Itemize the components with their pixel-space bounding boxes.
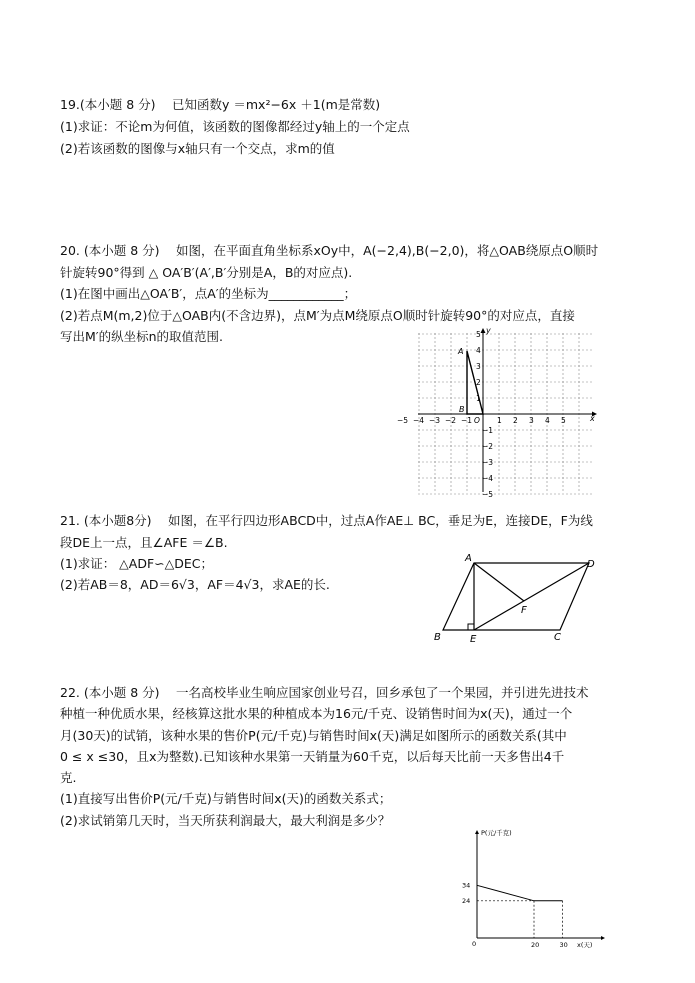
- q20-line1: 20. (本小题 8 分) 如图，在平面直角坐标系xOy中，A(−2,4),B(−2,0)，将△OAB绕原点O顺时: [60, 243, 599, 258]
- q22-x-axis-label: x(天): [577, 941, 593, 949]
- q21-line1: 21. (本小题8分) 如图，在平行四边形ABCD中，过点A作AE⊥ BC，垂足为E，连接DE，F为线: [60, 513, 593, 528]
- q20-x-tick-label: 1: [497, 416, 502, 425]
- q22-y-tick-label: 24: [462, 896, 471, 905]
- q20-y-tick-label: 4: [476, 346, 481, 355]
- q20-line5: 写出M′的纵坐标n的取值范围.: [60, 329, 224, 344]
- q20-y-tick-label: −1: [482, 426, 494, 435]
- q20-x-tick-label: 4: [545, 416, 550, 425]
- q20-x-tick-label: −5: [397, 416, 409, 425]
- q22-line1: 22. (本小题 8 分) 一名高校毕业生响应国家创业号召，回乡承包了一个果园，并引进先进技术: [60, 685, 589, 700]
- q22-y-tick-label: 34: [462, 881, 471, 890]
- q20-x-tick-label: −4: [413, 416, 425, 425]
- q22-price-line: [477, 885, 563, 901]
- q22-line3: 月(30天)的试销，该种水果的售价P(元/千克)与销售时间x(天)满足如图所示的函数关系(其中: [60, 728, 567, 743]
- q22-origin-label: 0: [472, 940, 477, 948]
- q20-x-tick-label: −3: [429, 416, 441, 425]
- q20-x-tick-label: O: [474, 416, 480, 425]
- q21-parallelogram-figure: [430, 552, 610, 647]
- q22-line4: 0 ≤ x ≤30，且x为整数).已知该种水果第一天销量为60千克，以后每天比前一天多售出4千: [60, 749, 565, 764]
- q22-line7: (2)求试销第几天时，当天所获利润最大，最大利润是多少？: [60, 813, 391, 828]
- label-A: A: [465, 553, 472, 564]
- label-F: F: [521, 605, 527, 616]
- q20-y-tick-label: 1: [476, 394, 481, 403]
- q20-y-tick-label: −5: [482, 490, 494, 499]
- q21-parallelogram-svg: [430, 552, 610, 644]
- segment-AF: [474, 563, 524, 601]
- q20-x-label: x: [590, 414, 595, 423]
- point-A-label: A: [458, 347, 464, 356]
- label-D: D: [587, 559, 595, 570]
- q20-y-tick-label: 3: [476, 362, 481, 371]
- q22-line6: (1)直接写出售价P(元/千克)与销售时间x(天)的函数关系式；: [60, 791, 392, 806]
- q22-y-axis-label: P(元/千克): [481, 829, 512, 837]
- q20-y-tick-label: −4: [482, 474, 494, 483]
- q20-line2: 针旋转90°得到 △ OA′B′(A′,B′分别是A，B的对应点).: [60, 265, 353, 280]
- q20-line3: (1)在图中画出△OA′B′，点A′的坐标为____________；: [60, 286, 357, 301]
- q21-line3: (1)求证： △ADF∽△DEC；: [60, 556, 213, 571]
- q20-x-tick-label: 3: [529, 416, 534, 425]
- label-C: C: [554, 632, 561, 643]
- q22-x-arrow-icon: [601, 936, 605, 940]
- q20-y-tick-label: −3: [482, 458, 494, 467]
- q19-sub2: (2)若该函数的图像与x轴只有一个交点，求m的值: [60, 141, 335, 156]
- label-B: B: [434, 632, 441, 643]
- q21-line2: 段DE上一点，且∠AFE ＝∠B.: [60, 535, 228, 550]
- q22-price-chart: [455, 826, 610, 955]
- q20-y-tick-label: 2: [476, 378, 481, 387]
- q21-line4: (2)若AB＝8，AD＝6√3，AF＝4√3，求AE的长.: [60, 577, 330, 592]
- q20-x-tick-label: 5: [561, 416, 566, 425]
- q20-x-tick-label: −2: [445, 416, 457, 425]
- q20-x-tick-label: −1: [461, 416, 473, 425]
- q22-line5: 克.: [60, 770, 77, 785]
- q20-y-label: y: [486, 326, 491, 335]
- segment-DE: [474, 563, 589, 630]
- q22-y-arrow-icon: [475, 830, 479, 834]
- q22-x-tick-label: 30: [559, 941, 568, 949]
- label-E: E: [470, 634, 477, 645]
- q22-price-chart-svg: [455, 826, 610, 952]
- q19-title: 19.(本小题 8 分) 已知函数y ＝mx²−6x ＋1(m是常数): [60, 97, 381, 112]
- q20-grid-svg: [397, 325, 600, 499]
- q20-y-tick-label: 5: [476, 330, 481, 339]
- q22-line2: 种植一种优质水果，经核算这批水果的种植成本为16元/千克、设销售时间为x(天)，通过一个: [60, 706, 573, 721]
- q19-sub1: (1)求证：不论m为何值，该函数的图像都经过y轴上的一个定点: [60, 119, 410, 134]
- q20-line4: (2)若点M(m,2)位于△OAB内(不含边界)，点M′为点M绕原点O顺时针旋转90°的对应点，直接: [60, 308, 575, 323]
- parallelogram-ABCD: [443, 563, 589, 630]
- q20-y-tick-label: −2: [482, 442, 494, 451]
- point-B-label: B: [459, 405, 465, 414]
- right-angle-mark: [468, 624, 474, 630]
- q22-x-tick-label: 20: [531, 941, 540, 949]
- q20-y-arrow-icon: [481, 328, 486, 333]
- q20-grid-figure: [397, 325, 600, 499]
- q20-x-tick-label: 2: [513, 416, 518, 425]
